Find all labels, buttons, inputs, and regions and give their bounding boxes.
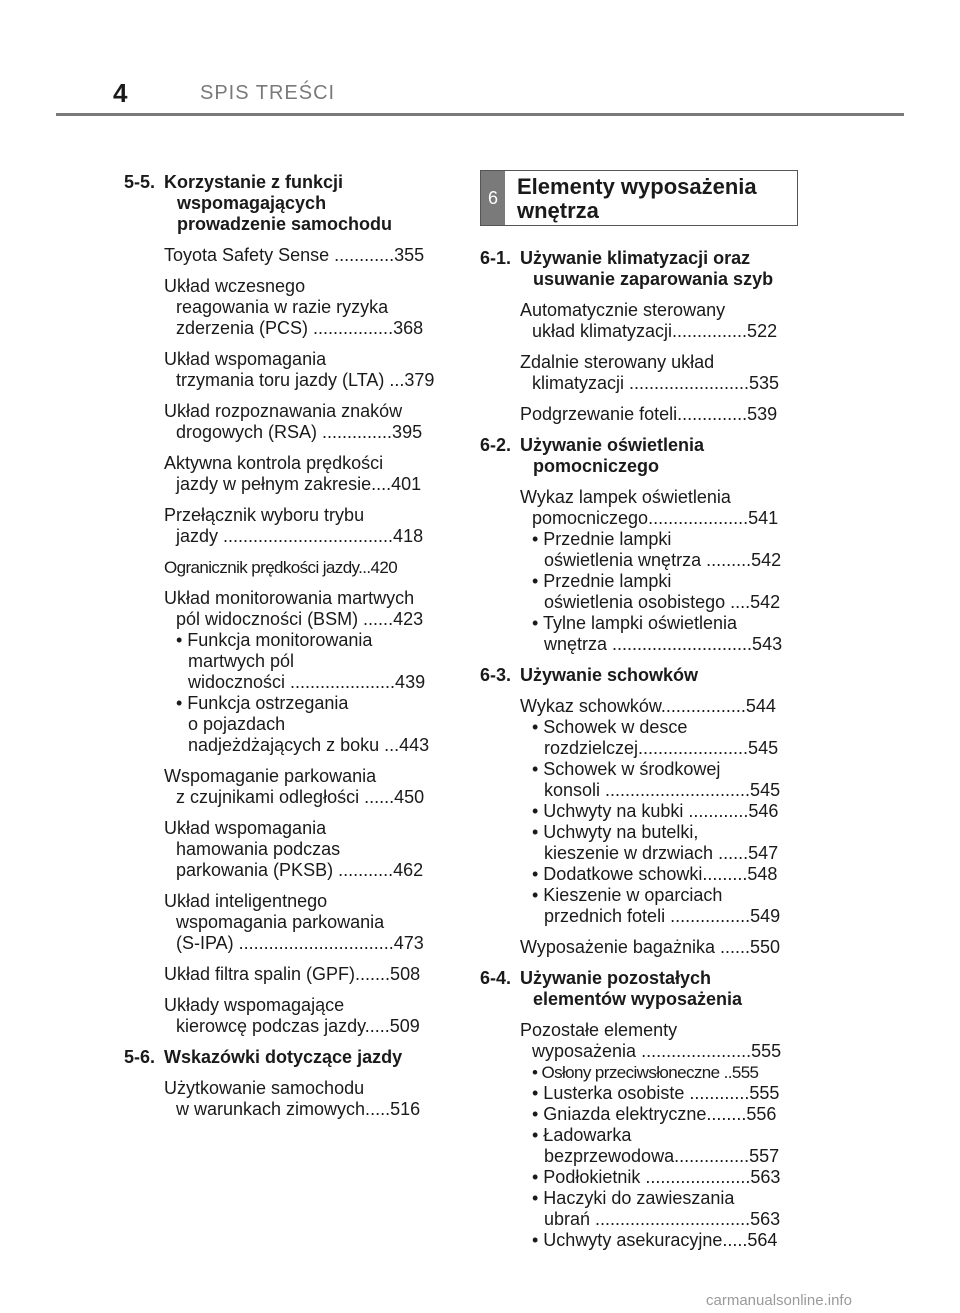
section-number: 5-6. (124, 1047, 156, 1067)
toc-entry-line: Podgrzewanie foteli..............539 (520, 404, 778, 424)
toc-entry-line: wspomagania parkowania (176, 912, 385, 932)
section-heading[interactable] (480, 435, 798, 477)
toc-entry-line: pól widoczności (BSM) ......423 (176, 609, 424, 629)
section-heading[interactable] (124, 1047, 446, 1068)
toc-sub-entry-line[interactable]: • Przednie lampki (532, 529, 672, 549)
toc-entry[interactable] (480, 300, 798, 342)
section-title (124, 1047, 446, 1068)
chapter-title-line: Elementy wyposażenia (517, 174, 757, 199)
chapter-number-tab: 6 (481, 171, 505, 225)
toc-sub-entry-line[interactable]: • Funkcja ostrzegania (176, 693, 349, 713)
section-title-line: Używanie oświetlenia (520, 435, 705, 455)
section-heading[interactable] (480, 665, 798, 686)
section-number: 6-2. (480, 435, 512, 455)
toc-entry[interactable] (124, 964, 446, 985)
toc-entry-line: Układy wspomagające (164, 995, 345, 1015)
toc-entry[interactable] (480, 1020, 798, 1251)
toc-entry[interactable] (124, 1078, 446, 1120)
toc-sub-entry-line[interactable]: • Funkcja monitorowania (176, 630, 373, 650)
toc-entry-line: trzymania toru jazdy (LTA) ...379 (176, 370, 435, 390)
toc-sub-entry-line[interactable]: • Uchwyty na kubki ............546 (532, 801, 779, 821)
toc-entry-line: Wyposażenie bagażnika ......550 (520, 937, 780, 957)
toc-entry[interactable] (480, 487, 798, 655)
toc-entry-line: Zdalnie sterowany układ (520, 352, 715, 372)
toc-entry-line: reagowania w razie ryzyka (176, 297, 389, 317)
toc-entry-line: Układ inteligentnego (164, 891, 328, 911)
toc-entry[interactable] (124, 588, 446, 756)
toc-entry-line: w warunkach zimowych.....516 (176, 1099, 421, 1119)
toc-entry-line: Układ rozpoznawania znaków (164, 401, 403, 421)
toc-entry-line: jazdy w pełnym zakresie....401 (176, 474, 422, 494)
section-title (480, 665, 798, 686)
chapter-6-box[interactable] (480, 170, 798, 226)
toc-entry-line: Pozostałe elementy (520, 1020, 678, 1040)
toc-entry-line: kierowcę podczas jazdy.....509 (176, 1016, 420, 1036)
toc-sub-entry-line[interactable]: konsoli .............................545 (544, 780, 781, 800)
toc-sub-entry-line[interactable]: nadjeżdżających z boku ...443 (188, 735, 430, 755)
toc-entry[interactable] (124, 276, 446, 339)
section-number: 6-3. (480, 665, 512, 685)
chapter-title-line: wnętrza (517, 198, 599, 223)
toc-right-column (480, 248, 798, 1261)
toc-entry-line: Układ wczesnego (164, 276, 306, 296)
toc-entry-line: Aktywna kontrola prędkości (164, 453, 384, 473)
toc-entry-line: Ogranicznik prędkości jazdy...420 (164, 558, 398, 577)
toc-entry[interactable] (480, 352, 798, 394)
section-title (124, 172, 446, 235)
section-heading[interactable] (124, 172, 446, 235)
toc-entry-line: z czujnikami odległości ......450 (176, 787, 425, 807)
toc-sub-entry-line[interactable]: bezprzewodowa...............557 (544, 1146, 780, 1166)
section-title-line: Korzystanie z funkcji (164, 172, 344, 192)
page-title: SPIS TREŚCI (200, 82, 336, 104)
section-title (480, 248, 798, 290)
toc-sub-entry-line[interactable]: • Schowek w środkowej (532, 759, 721, 779)
toc-sub-entry-line[interactable]: • Ładowarka (532, 1125, 632, 1145)
chapter-title (517, 175, 757, 223)
toc-entry-line: Układ filtra spalin (GPF).......508 (164, 964, 421, 984)
toc-sub-entry-line[interactable]: • Uchwyty asekuracyjne.....564 (532, 1230, 778, 1250)
toc-entry[interactable] (124, 891, 446, 954)
toc-entry-line: Wspomaganie parkowania (164, 766, 377, 786)
toc-entry-line: Wykaz lampek oświetlenia (520, 487, 731, 507)
section-title (480, 968, 798, 1010)
toc-entry[interactable] (480, 937, 798, 958)
section-title-line: pomocniczego (533, 456, 660, 476)
toc-entry[interactable] (480, 696, 798, 927)
toc-sub-entry-line[interactable]: • Podłokietnik .....................563 (532, 1167, 781, 1187)
section-number: 5-5. (124, 172, 156, 192)
toc-sub-entry-line[interactable]: wnętrza ............................543 (544, 634, 783, 654)
toc-entry-line: wyposażenia ......................555 (532, 1041, 782, 1061)
toc-sub-entry-line[interactable]: ubrań ...............................563 (544, 1209, 781, 1229)
toc-sub-entry-line[interactable]: oświetlenia osobistego ....542 (544, 592, 781, 612)
toc-sub-entry-line[interactable]: • Lusterka osobiste ............555 (532, 1083, 780, 1103)
toc-entry-line: Układ wspomagania (164, 818, 327, 838)
section-title-line: usuwanie zaparowania szyb (533, 269, 774, 289)
toc-entry-line: klimatyzacji ........................535 (532, 373, 780, 393)
section-heading[interactable] (480, 248, 798, 290)
toc-sub-entry-line[interactable]: • Haczyki do zawieszania (532, 1188, 735, 1208)
toc-sub-entry-line[interactable]: • Przednie lampki (532, 571, 672, 591)
toc-sub-entry-line[interactable]: martwych pól (188, 651, 295, 671)
header-rule (56, 113, 904, 116)
toc-entry-line: hamowania podczas (176, 839, 341, 859)
toc-entry[interactable] (124, 766, 446, 808)
toc-entry-line: Toyota Safety Sense ............355 (164, 245, 425, 265)
toc-entry-line: Użytkowanie samochodu (164, 1078, 365, 1098)
section-number: 6-4. (480, 968, 512, 988)
toc-entry-line: Wykaz schowków.................544 (520, 696, 776, 716)
toc-sub-entry-line[interactable]: widoczności .....................439 (188, 672, 426, 692)
toc-sub-entry-line[interactable]: • Kieszenie w oparciach (532, 885, 723, 905)
section-number: 6-1. (480, 248, 512, 268)
section-title-line: Wskazówki dotyczące jazdy (164, 1047, 403, 1067)
toc-entry-line: układ klimatyzacji...............522 (532, 321, 778, 341)
toc-entry[interactable] (124, 245, 446, 266)
toc-sub-entry-line[interactable]: • Tylne lampki oświetlenia (532, 613, 738, 633)
toc-entry[interactable] (124, 505, 446, 547)
toc-entry-line: Automatycznie sterowany (520, 300, 726, 320)
toc-entry[interactable] (480, 404, 798, 425)
section-title-line: Używanie klimatyzacji oraz (520, 248, 751, 268)
section-title-line: Używanie pozostałych (520, 968, 712, 988)
toc-sub-entry-line[interactable]: przednich foteli ................549 (544, 906, 781, 926)
toc-entry-line: pomocniczego....................541 (532, 508, 779, 528)
toc-entry-line: drogowych (RSA) ..............395 (176, 422, 423, 442)
toc-entry-line: jazdy ..................................418 (176, 526, 424, 546)
toc-left-column (124, 172, 446, 1130)
toc-entry[interactable] (124, 349, 446, 391)
toc-entry-line: Przełącznik wyboru trybu (164, 505, 365, 525)
toc-entry-line: parkowania (PKSB) ...........462 (176, 860, 424, 880)
toc-entry[interactable] (124, 995, 446, 1037)
toc-entry-line: Układ monitorowania martwych (164, 588, 415, 608)
toc-sub-entry-line[interactable]: • Osłony przeciwsłoneczne ..555 (532, 1063, 759, 1082)
section-title-line: Używanie schowków (520, 665, 699, 685)
toc-sub-entry-line[interactable]: o pojazdach (188, 714, 286, 734)
section-title-line: wspomagających (177, 193, 327, 213)
toc-entry-line: zderzenia (PCS) ................368 (176, 318, 424, 338)
page-number: 4 (113, 78, 128, 108)
toc-sub-entry-line[interactable]: • Gniazda elektryczne........556 (532, 1104, 777, 1124)
section-title-line: elementów wyposażenia (533, 989, 743, 1009)
toc-sub-entry-line[interactable]: • Uchwyty na butelki, (532, 822, 699, 842)
toc-sub-entry-line[interactable]: • Dodatkowe schowki.........548 (532, 864, 778, 884)
toc-entry[interactable] (124, 453, 446, 495)
watermark: carmanualsonline.info (706, 1292, 852, 1309)
toc-entry-line: (S-IPA) ...............................473 (176, 933, 424, 953)
toc-sub-entry-line[interactable]: rozdzielczej......................545 (544, 738, 779, 758)
section-heading[interactable] (480, 968, 798, 1010)
toc-entry[interactable] (124, 401, 446, 443)
toc-sub-entry-line[interactable]: • Schowek w desce (532, 717, 688, 737)
toc-sub-entry-line[interactable]: kieszenie w drzwiach ......547 (544, 843, 779, 863)
toc-sub-entry-line[interactable]: oświetlenia wnętrza .........542 (544, 550, 782, 570)
toc-entry[interactable] (124, 818, 446, 881)
toc-entry-line: Układ wspomagania (164, 349, 327, 369)
toc-entry[interactable] (124, 557, 446, 578)
section-title (480, 435, 798, 477)
section-title-line: prowadzenie samochodu (177, 214, 393, 234)
